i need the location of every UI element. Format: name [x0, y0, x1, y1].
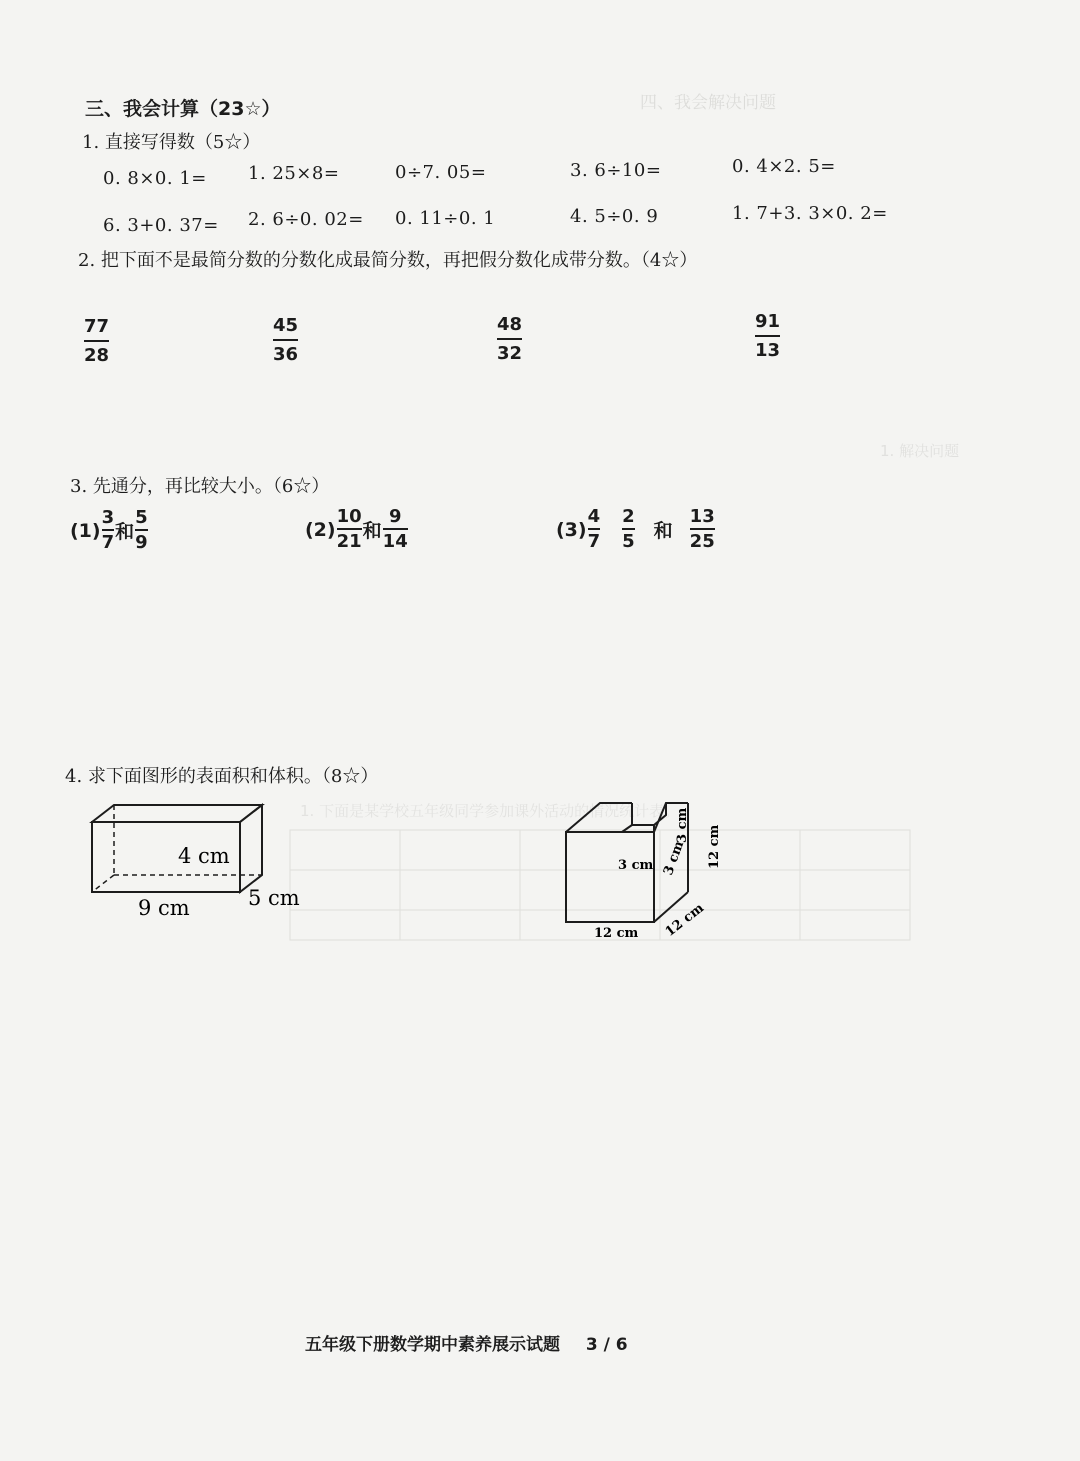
connector: 和: [362, 520, 382, 542]
numerator: 13: [689, 506, 715, 527]
cuboid-height-label: 4 cm: [178, 844, 230, 868]
connector: 和: [653, 520, 673, 542]
q1-item: 4. 5÷0. 9: [570, 206, 659, 227]
q1-item: 1. 7+3. 3×0. 2=: [732, 203, 888, 224]
fraction: [622, 507, 635, 552]
fraction: [135, 508, 148, 553]
fraction: [588, 507, 601, 552]
fraction: [690, 507, 715, 552]
q1-heading: 1. 直接写得数（5☆）: [82, 132, 261, 153]
denominator: 7: [587, 531, 601, 552]
footer-title: 五年级下册数学期中素养展示试题: [305, 1335, 560, 1355]
cube-notch-w-label: 3 cm: [618, 858, 654, 873]
q2-fraction: [273, 315, 298, 366]
numerator: 45: [273, 315, 299, 336]
q1-item: 2. 6÷0. 02=: [248, 209, 364, 230]
section-title: 三、我会计算（23☆）: [85, 98, 281, 120]
cube-depth-label: 12 cm: [662, 900, 707, 940]
denominator: 36: [273, 344, 299, 365]
q3-heading: 3. 先通分，再比较大小。（6☆）: [70, 476, 330, 497]
cube-notch-h-label: 3 cm: [675, 807, 690, 843]
footer: [305, 1330, 628, 1355]
cube-front-label: 12 cm: [594, 926, 639, 941]
numerator: 77: [84, 316, 110, 337]
q1-item: 6. 3+0. 37=: [103, 215, 219, 236]
numerator: 48: [497, 314, 523, 335]
denominator: 5: [622, 531, 635, 552]
q1-item: 0÷7. 05=: [395, 162, 487, 183]
bleed-through-mid: 1. 解决问题: [880, 442, 960, 460]
q2-fraction: [84, 316, 109, 367]
cube-figure: [560, 795, 720, 945]
numerator: 4: [587, 506, 601, 527]
q1-item: 0. 11÷0. 1: [395, 208, 496, 229]
fraction: [383, 507, 408, 552]
denominator: 7: [101, 532, 115, 553]
bleed-through-table: 1. 下面是某学校五年级同学参加课外活动的情况统计表。: [300, 802, 680, 820]
fraction: [102, 508, 115, 553]
q1-item: 3. 6÷10=: [570, 160, 662, 181]
denominator: 32: [497, 343, 523, 364]
cuboid-figure: [80, 795, 320, 925]
q4-heading: 4. 求下面图形的表面积和体积。（8☆）: [65, 766, 379, 787]
denominator: 13: [755, 340, 781, 361]
page-number: 3 / 6: [585, 1335, 628, 1355]
q2-fraction: [755, 311, 780, 362]
cube-notch-d-label: 3 cm: [661, 839, 688, 878]
numerator: 10: [336, 506, 362, 527]
denominator: 21: [336, 531, 362, 552]
denominator: 28: [84, 345, 110, 366]
q3-item-2: [305, 507, 409, 552]
numerator: 9: [388, 506, 402, 527]
denominator: 9: [135, 532, 148, 553]
cuboid-length-label: 9 cm: [138, 896, 190, 920]
cuboid-width-label: 5 cm: [248, 886, 300, 910]
q2-fraction: [497, 314, 522, 365]
item-label: (2): [305, 518, 336, 541]
numerator: 91: [755, 311, 781, 332]
q1-item: 0. 4×2. 5=: [732, 156, 836, 177]
bleed-through-top: 四、我会解决问题: [640, 93, 776, 113]
q1-item: 1. 25×8=: [248, 163, 340, 184]
denominator: 14: [382, 531, 408, 552]
item-label: (1): [70, 519, 101, 542]
numerator: 2: [622, 506, 635, 527]
q1-item: 0. 8×0. 1=: [103, 168, 207, 189]
numerator: 5: [135, 507, 148, 528]
connector: 和: [115, 521, 135, 543]
denominator: 25: [689, 531, 715, 552]
fraction: [337, 507, 362, 552]
cube-height-label: 12 cm: [707, 824, 722, 869]
numerator: 3: [101, 507, 115, 528]
item-label: (3): [556, 518, 587, 541]
q3-item-3: [556, 507, 716, 552]
q3-item-1: [70, 508, 149, 553]
q2-heading: 2. 把下面不是最简分数的分数化成最简分数，再把假分数化成带分数。（4☆）: [78, 250, 698, 271]
